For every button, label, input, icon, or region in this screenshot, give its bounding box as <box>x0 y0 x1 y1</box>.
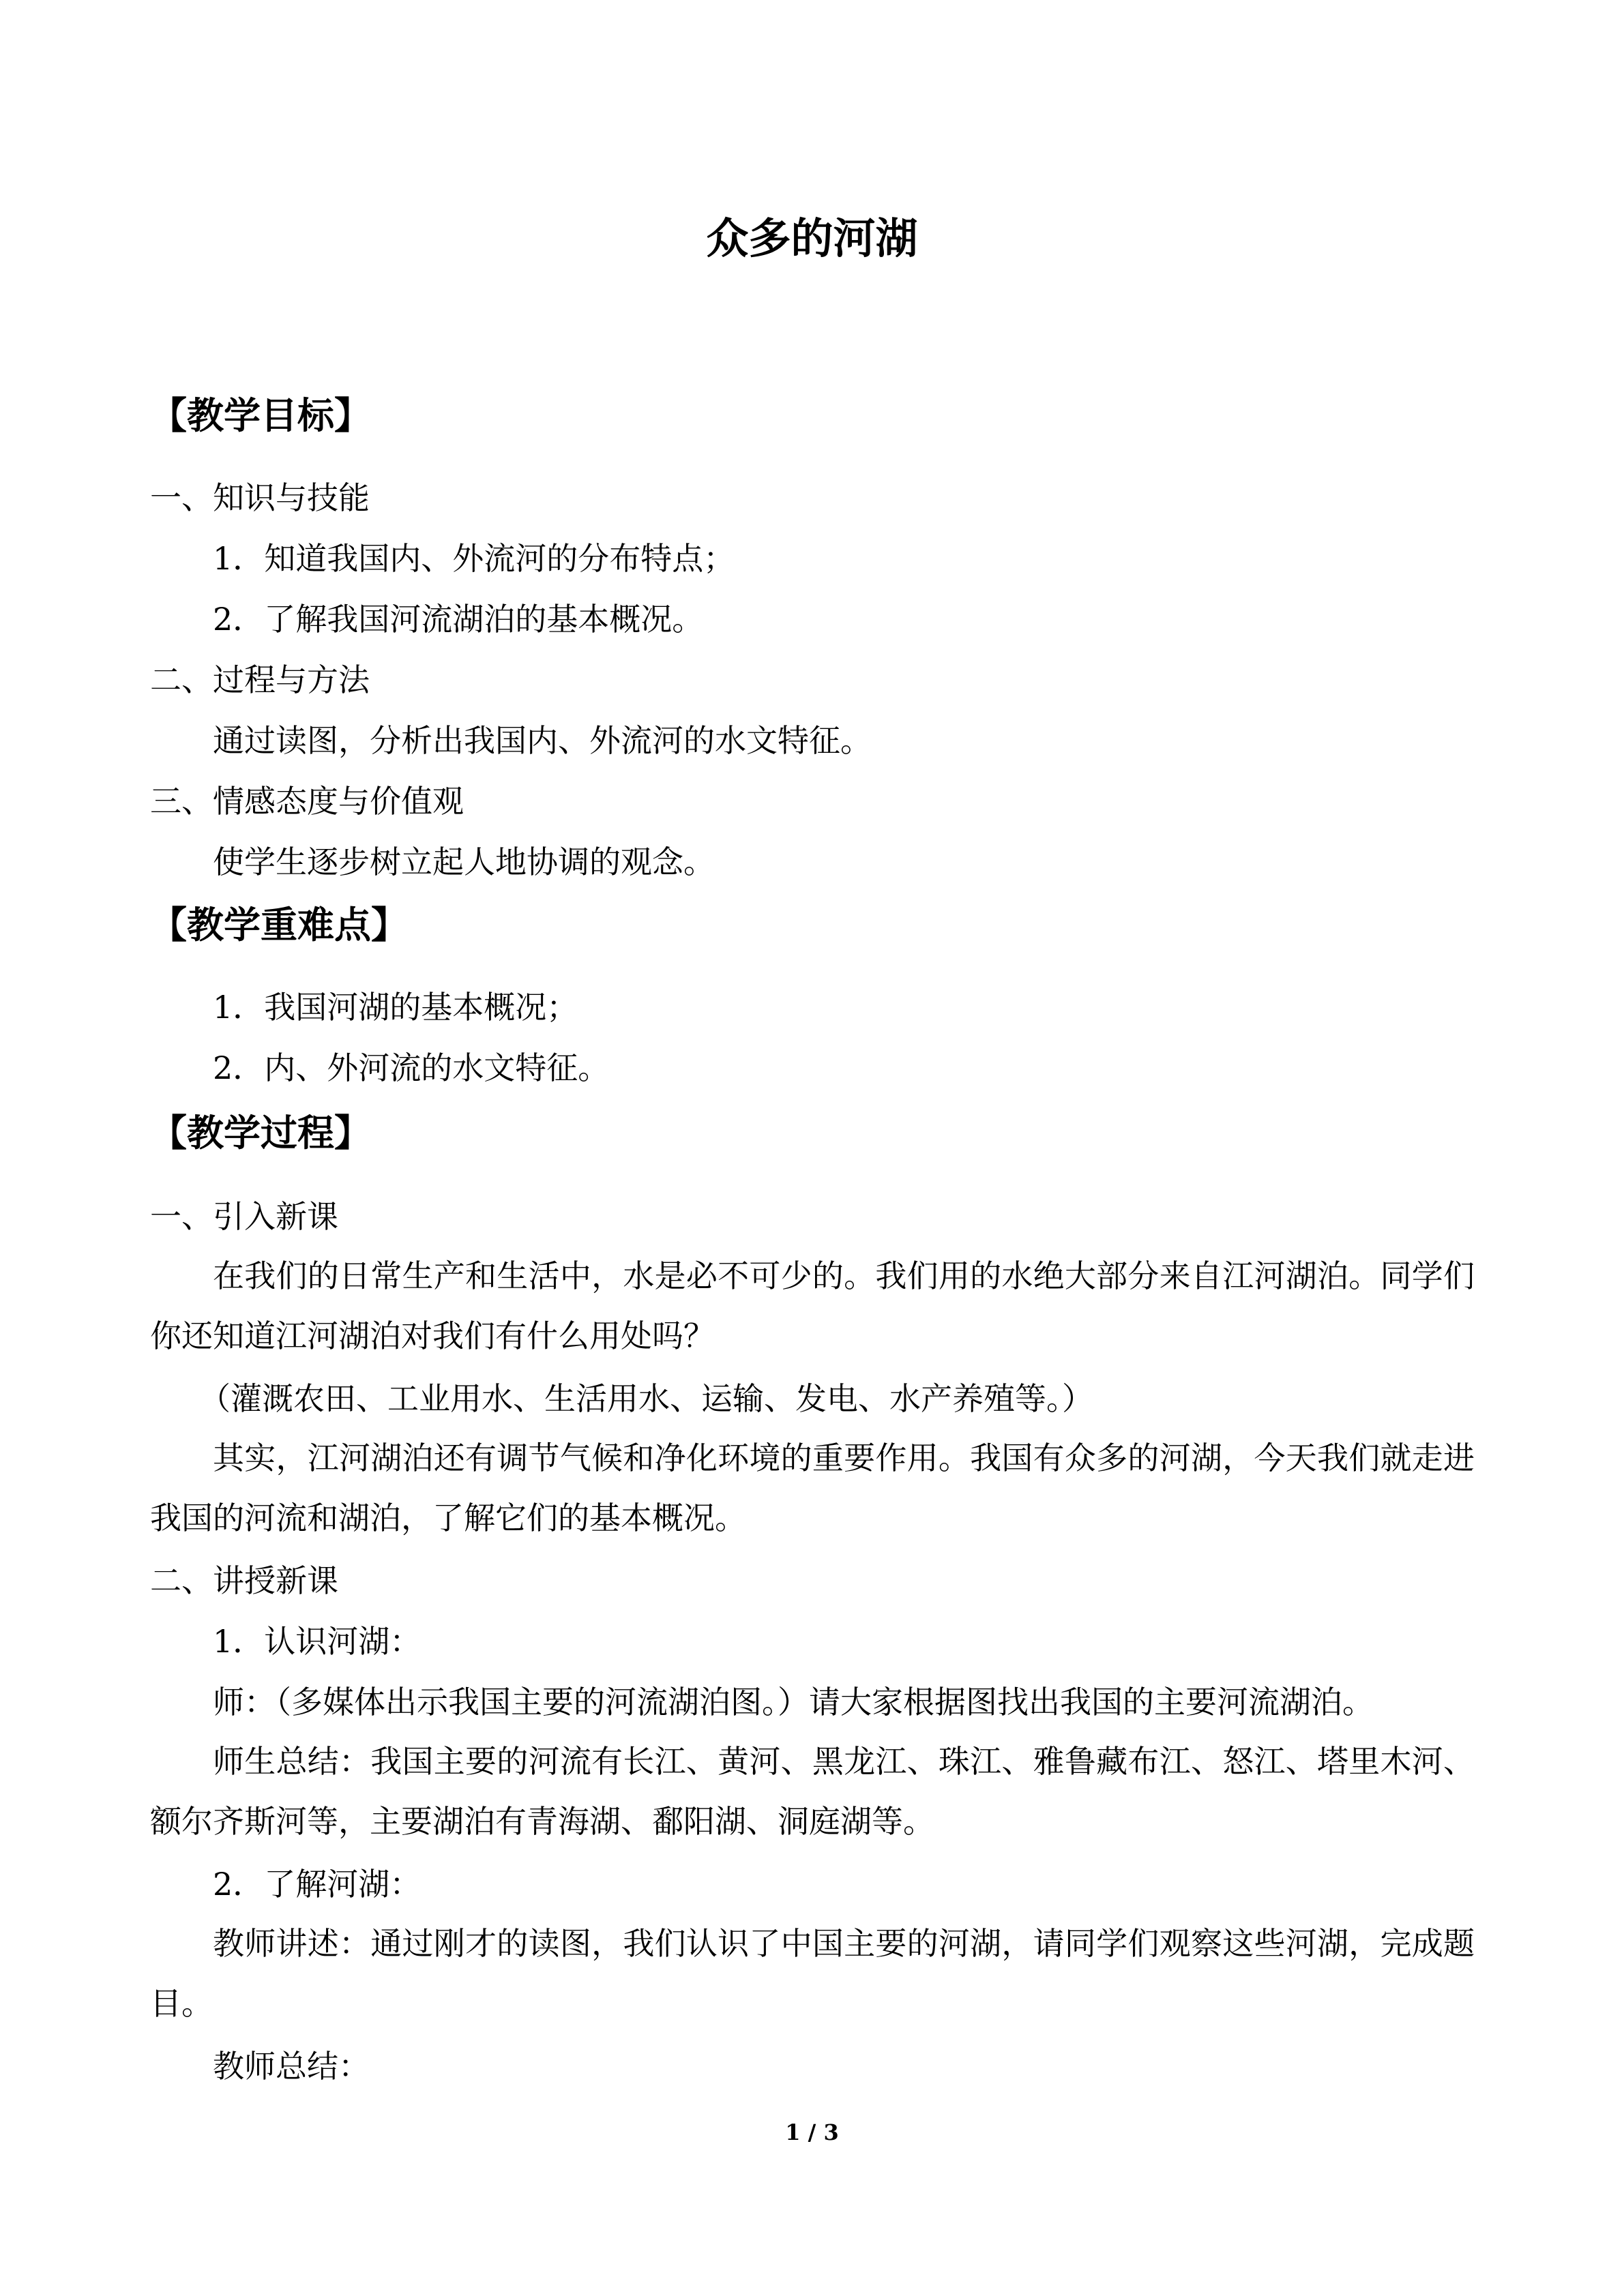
intro-paragraph-2: （灌溉农田、工业用水、生活用水、运输、发电、水产养殖等。） <box>199 1380 1093 1417</box>
step-2-label: 2．了解河湖： <box>213 1866 422 1903</box>
section-heading-objectives: 【教学目标】 <box>150 394 371 437</box>
subheading-new-lesson: 二、讲授新课 <box>150 1562 338 1599</box>
key-point-item-2: 2．内、外河流的水文特征。 <box>213 1049 610 1086</box>
subheading-intro: 一、引入新课 <box>150 1198 338 1235</box>
subheading-attitude-values: 三、情感态度与价值观 <box>150 783 464 820</box>
objective-item-2: 2．了解我国河流湖泊的基本概况。 <box>213 601 704 638</box>
intro-paragraph-1: 在我们的日常生产和生活中，水是必不可少的。我们用的水绝大部分来自江河湖泊。同学们你还知道江河湖泊对我们有什么用处吗？ <box>150 1257 1475 1354</box>
attitude-values-text: 使学生逐步树立起人地协调的观念。 <box>213 844 715 880</box>
teacher-instruction-paragraph: 师：（多媒体出示我国主要的河流湖泊图。）请大家根据图找出我国的主要河流湖泊。 <box>213 1684 1374 1720</box>
section-heading-process: 【教学过程】 <box>150 1112 371 1154</box>
teacher-summary-label: 教师总结： <box>213 2048 370 2085</box>
subheading-knowledge-skills: 一、知识与技能 <box>150 479 370 516</box>
key-point-item-1: 1．我国河湖的基本概况； <box>213 989 578 1026</box>
process-method-text: 通过读图，分析出我国内、外流河的水文特征。 <box>213 722 872 759</box>
objective-item-1: 1．知道我国内、外流河的分布特点； <box>213 540 735 577</box>
document-title: 众多的河湖 <box>706 213 918 263</box>
subheading-process-method: 二、过程与方法 <box>150 661 370 698</box>
summary-paragraph: 师生总结：我国主要的河流有长江、黄河、黑龙江、珠江、雅鲁藏布江、怒江、塔里木河、额尔齐斯河等，主要湖泊有青海湖、鄱阳湖、洞庭湖等。 <box>150 1743 1475 1840</box>
teacher-narration-paragraph: 教师讲述：通过刚才的读图，我们认识了中国主要的河湖，请同学们观察这些河湖，完成题目。 <box>150 1925 1475 2022</box>
intro-paragraph-3: 其实，江河湖泊还有调节气候和净化环境的重要作用。我国有众多的河湖，今天我们就走进我国的河流和湖泊，了解它们的基本概况。 <box>150 1440 1475 1536</box>
section-heading-key-points: 【教学重难点】 <box>150 904 408 946</box>
step-1-label: 1．认识河湖： <box>213 1623 422 1660</box>
page-number: 1 / 3 <box>785 2119 839 2145</box>
